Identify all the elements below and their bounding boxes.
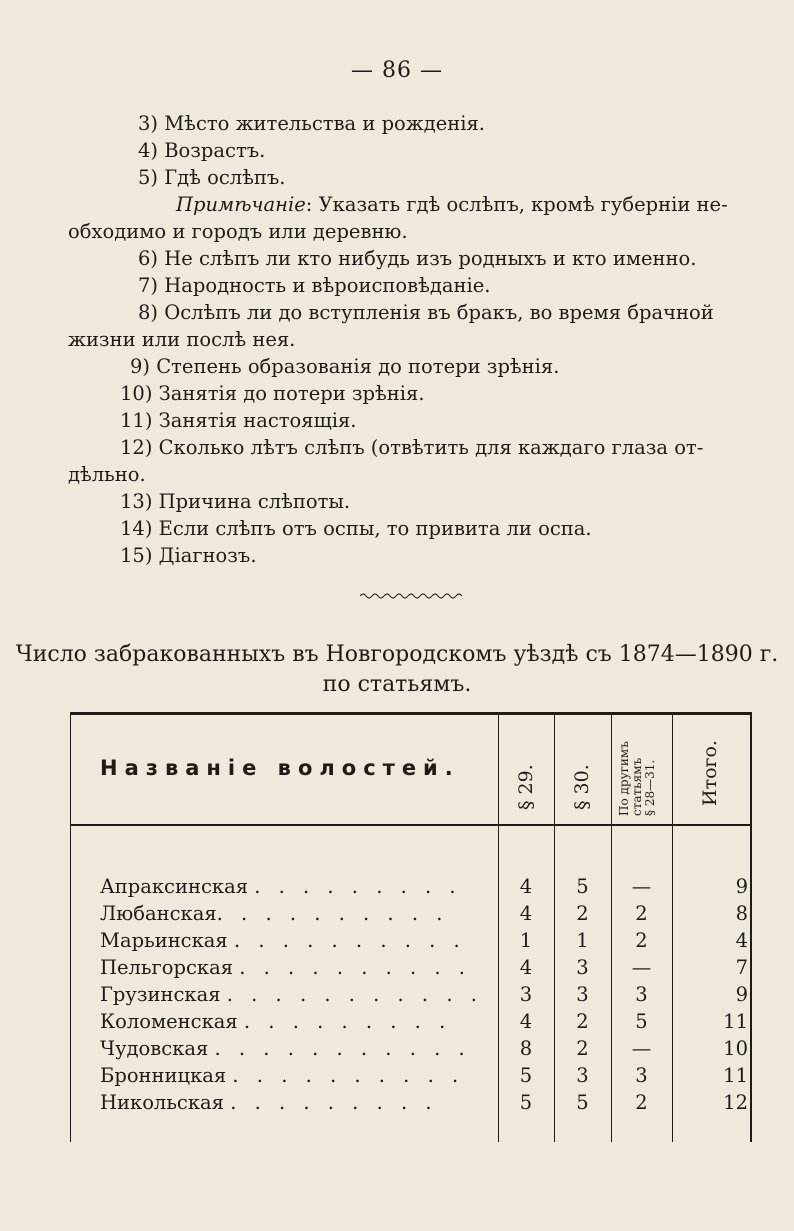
wavy-divider [360,592,465,600]
cell-other: 5 [635,1010,648,1033]
item-text: Если слѣпъ отъ оспы, то привита ли оспа. [158,517,592,540]
volost-name: Чудовская . . . . . . . . . . . [100,1037,471,1060]
item-number: 11) [120,409,153,432]
volost-name: Никольская . . . . . . . . . [100,1091,438,1114]
table-row [70,956,752,983]
cell-29: 4 [519,956,533,979]
cell-other: — [631,1037,652,1060]
item-number: 10) [120,382,153,405]
table-header-rule [70,824,752,826]
table-row [70,1010,752,1037]
list-item [68,542,758,569]
table-title-line1: Число забракованныхъ въ Новгородскомъ уѣздѣ съ 1874—1890 г. [15,642,779,667]
list-item [68,434,758,461]
note-text: : Указать гдѣ ослѣпъ, кромѣ губерніи не- [305,193,728,216]
item-text: Не слѣпъ ли кто нибудь изъ родныхъ и кто именно. [164,247,697,270]
volost-name: Грузинская . . . . . . . . . . . [100,983,483,1006]
item-number: 6) [138,247,159,270]
list-item [68,488,758,515]
column-header-other-line1: По другимъ [617,741,631,816]
column-header-30: § 30. [571,764,593,810]
cell-total: 11 [723,1064,748,1087]
cell-total: 10 [723,1037,748,1060]
note [68,191,758,218]
item-text: Ослѣпъ ли до вступленія въ бракъ, во время брачной [164,301,714,324]
cell-29: 4 [519,875,533,898]
list-item [68,353,758,380]
volost-name: Марьинская . . . . . . . . . . [100,929,466,952]
item-text: Мѣсто жительства и рожденія. [164,112,486,135]
cell-30: 1 [576,929,589,952]
cell-30: 5 [576,1091,589,1114]
column-header-other [618,741,657,816]
data-table [70,712,752,1142]
table-row [70,929,752,956]
note-label: Примѣчаніе [176,193,306,216]
cell-30: 3 [576,983,589,1006]
list-item [68,164,758,191]
item-continuation: жизни или послѣ нея. [68,328,296,351]
cell-other: 2 [635,1091,648,1114]
table-title [0,640,794,700]
item-continuation: дѣльно. [68,463,146,486]
item-number: 13) [120,490,153,513]
volost-name: Апраксинская . . . . . . . . . [100,875,462,898]
column-header-other-line3: § 28—31. [643,759,657,816]
item-text: Діагнозъ. [158,544,257,567]
item-number: 4) [138,139,159,162]
cell-other: — [631,956,652,979]
item-number: 12) [120,436,153,459]
cell-total: 4 [735,929,748,952]
table-body [70,875,752,1118]
cell-29: 4 [519,902,533,925]
cell-other: 3 [635,1064,648,1087]
item-text: Занятія настоящія. [158,409,357,432]
cell-30: 2 [576,902,589,925]
list-item [68,299,758,326]
list-item [68,110,758,137]
list-item [68,245,758,272]
cell-29: 5 [519,1064,533,1087]
item-number: 3) [138,112,159,135]
cell-other: 2 [635,929,648,952]
cell-29: 1 [519,929,533,952]
cell-30: 3 [576,956,589,979]
cell-other: — [631,875,652,898]
item-number: 14) [120,517,153,540]
cell-29: 4 [519,1010,533,1033]
cell-30: 5 [576,875,589,898]
cell-other: 2 [635,902,648,925]
cell-30: 3 [576,1064,589,1087]
column-header-name: Названіе волостей. [100,756,460,780]
table-row [70,983,752,1010]
item-number: 9) [130,355,151,378]
cell-total: 9 [735,983,748,1006]
item-text: Народность и вѣроисповѣданіе. [164,274,491,297]
item-text: Возрастъ. [164,139,266,162]
volost-name: Коломенская . . . . . . . . . [100,1010,452,1033]
item-text: Степень образованія до потери зрѣнія. [156,355,560,378]
page-number: — 86 — [351,58,443,83]
table-row [70,1037,752,1064]
cell-total: 11 [723,1010,748,1033]
volost-name: Бронницкая . . . . . . . . . . [100,1064,465,1087]
table-row [70,1064,752,1091]
list-item [68,407,758,434]
table-row [70,1091,752,1118]
column-header-total: Итого. [699,740,721,806]
cell-total: 8 [735,902,748,925]
item-number: 7) [138,274,159,297]
cell-total: 7 [735,956,748,979]
list-item [68,380,758,407]
cell-30: 2 [576,1010,589,1033]
cell-30: 2 [576,1037,589,1060]
cell-total: 12 [723,1091,748,1114]
volost-name: Любанская. . . . . . . . . . [100,902,449,925]
list-item [68,272,758,299]
table-top-rule [70,712,752,715]
questionnaire-items [68,110,758,569]
list-item [68,515,758,542]
volost-name: Пельгорская . . . . . . . . . . [100,956,472,979]
item-text: Гдѣ ослѣпъ. [164,166,286,189]
item-number: 15) [120,544,153,567]
cell-29: 8 [519,1037,533,1060]
column-header-other-line2: статьямъ [630,757,644,816]
item-number: 8) [138,301,159,324]
item-text: Сколько лѣтъ слѣпъ (отвѣтить для каждаго глаза от- [158,436,704,459]
cell-other: 3 [635,983,648,1006]
item-text: Причина слѣпоты. [158,490,351,513]
cell-29: 3 [519,983,533,1006]
item-number: 5) [138,166,159,189]
cell-total: 9 [735,875,748,898]
table-row [70,875,752,902]
column-header-29: § 29. [515,764,537,810]
table-title-line2: по статьямъ. [322,672,472,697]
cell-29: 5 [519,1091,533,1114]
note-continuation: обходимо и городъ или деревню. [68,220,408,243]
table-row [70,902,752,929]
item-text: Занятія до потери зрѣнія. [158,382,425,405]
list-item [68,137,758,164]
